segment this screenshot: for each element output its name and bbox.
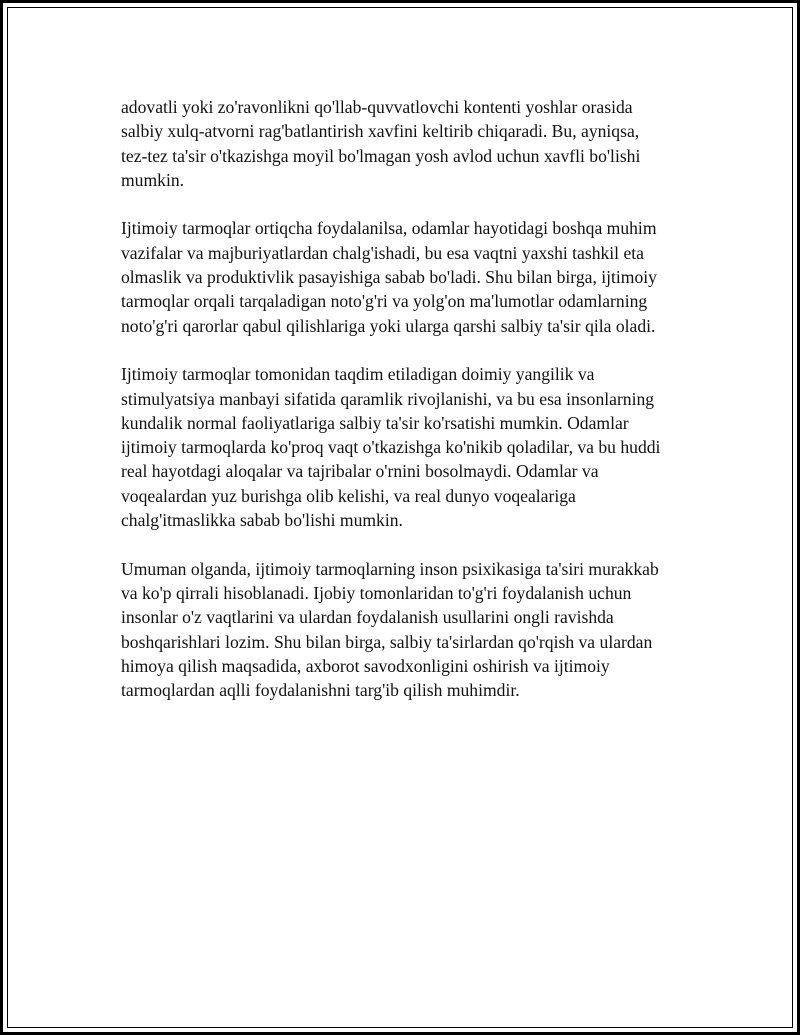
paragraph-1 <box>121 95 711 192</box>
paragraph-line: ijtimoiy tarmoqlarda ko'proq vaqt o'tkazishga ko'nikib qoladilar, va bu huddi <box>121 437 661 458</box>
paragraph-line: noto'g'ri qarorlar qabul qilishlariga yoki ularga qarshi salbiy ta'sir qila oladi. <box>121 315 656 336</box>
paragraph-line: tarmoqlardan aqlli foydalanishni targ'ib qilish muhimdir. <box>121 680 520 701</box>
paragraph-line: va ko'p qirrali hisoblanadi. Ijobiy tomonlaridan to'g'ri foydalanish uchun <box>121 582 632 603</box>
paragraph-line: tarmoqlar orqali tarqaladigan noto'g'ri va yolg'on ma'lumotlar odamlarning <box>121 291 648 312</box>
paragraph-line: chalg'itmaslikka sabab bo'lishi mumkin. <box>121 510 403 531</box>
paragraph-line: kundalik normal faoliyatlariga salbiy ta'sir ko'rsatishi mumkin. Odamlar <box>121 412 629 433</box>
paragraph-3 <box>121 362 711 532</box>
paragraph-line: adovatli yoki zo'ravonlikni qo'llab-quvvatlovchi kontenti yoshlar orasida <box>121 97 633 117</box>
paragraph-line: boshqarishlari lozim. Shu bilan birga, salbiy ta'sirlardan qo'rqish va ulardan <box>121 631 653 652</box>
paragraph-line: stimulyatsiya manbayi sifatida qaramlik rivojlanishi, va bu esa insonlarning <box>121 388 655 409</box>
paragraph-line: salbiy xulq-atvorni rag'batlantirish xavfini keltirib chiqaradi. Bu, ayniqsa, <box>121 121 640 142</box>
paragraph-line: voqealardan yuz burishga olib kelishi, va real dunyo voqealariga <box>121 485 576 506</box>
paragraph-line: real hayotdagi aloqalar va tajribalar o'rnini bosolmaydi. Odamlar va <box>121 461 599 482</box>
paragraph-line: Ijtimoiy tarmoqlar tomonidan taqdim etiladigan doimiy yangilik va <box>121 364 595 385</box>
paragraph-line: himoya qilish maqsadida, axborot savodxonligini oshirish va ijtimoiy <box>121 655 610 676</box>
paragraph-4 <box>121 557 711 703</box>
paragraph-line: vazifalar va majburiyatlardan chalg'ishadi, bu esa vaqtni yaxshi tashkil eta <box>121 242 644 263</box>
paragraph-line: tez-tez ta'sir o'tkazishga moyil bo'lmagan yosh avlod uchun xavfli bo'lishi <box>121 145 641 166</box>
paragraph-line: insonlar o'z vaqtlarini va ulardan foydalanish usullarini ongli ravishda <box>121 607 614 628</box>
paragraph-line: Ijtimoiy tarmoqlar ortiqcha foydalanilsa, odamlar hayotidagi boshqa muhim <box>121 218 657 239</box>
paragraph-line: Umuman olganda, ijtimoiy tarmoqlarning inson psixikasiga ta'siri murakkab <box>121 558 659 579</box>
paragraph-2 <box>121 216 711 337</box>
paragraph-line: mumkin. <box>121 169 185 190</box>
paragraph-line: olmaslik va produktivlik pasayishiga sabab bo'ladi. Shu bilan birga, ijtimoiy <box>121 267 657 288</box>
document-body <box>121 95 711 727</box>
